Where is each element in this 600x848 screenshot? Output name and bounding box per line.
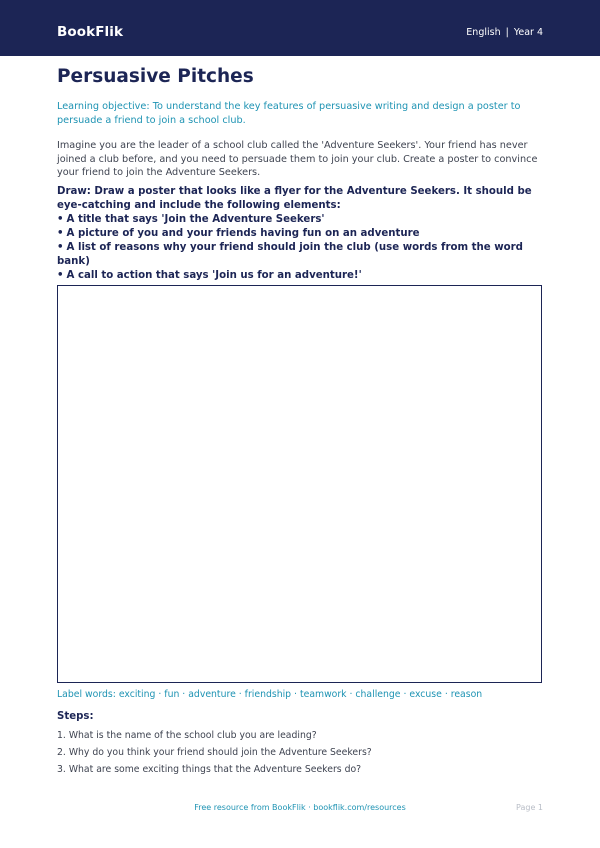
steps-list bbox=[57, 729, 547, 780]
learning-objective: Learning objective: To understand the key features of persuasive writing and design a poster to persuade a friend to join a school club. bbox=[57, 101, 521, 126]
year-label: Year 4 bbox=[513, 27, 543, 38]
page-number: Page 1 bbox=[516, 803, 543, 812]
page-title: Persuasive Pitches bbox=[57, 66, 254, 87]
footer-credit[interactable]: Free resource from BookFlik · bookflik.com/resources bbox=[194, 803, 406, 812]
header-separator: | bbox=[505, 27, 509, 38]
step-item: 1. What is the name of the school club you are leading? bbox=[57, 730, 317, 741]
drawing-area[interactable] bbox=[57, 285, 542, 683]
step-item: 2. Why do you think your friend should join the Adventure Seekers? bbox=[57, 747, 372, 758]
brand-logo[interactable]: BookFlik bbox=[57, 24, 124, 40]
draw-bullet-list bbox=[57, 213, 547, 283]
step-item: 3. What are some exciting things that the Adventure Seekers do? bbox=[57, 764, 362, 775]
draw-bullet-item: • A call to action that says 'Join us for an adventure!' bbox=[57, 269, 547, 283]
draw-instruction-text: Draw: Draw a poster that looks like a flyer for the Adventure Seekers. It should be eye-catching and include the following elements: bbox=[57, 186, 532, 211]
intro-paragraph: Imagine you are the leader of a school club called the 'Adventure Seekers'. Your friend has never joined a club before, and you need to persuade them to join your club. Create a poster to convince your friend to join the Adventure Seekers. bbox=[57, 140, 538, 178]
draw-bullet-item: • A list of reasons why your friend should join the club (use words from the word bank) bbox=[57, 241, 547, 269]
draw-instructions bbox=[57, 185, 547, 283]
steps-heading: Steps: bbox=[57, 711, 94, 722]
header-meta bbox=[466, 25, 543, 41]
label-words: Label words: exciting · fun · adventure · friendship · teamwork · challenge · excuse · reason bbox=[57, 689, 483, 700]
subject-label: English bbox=[466, 27, 501, 38]
draw-bullet-item: • A picture of you and your friends having fun on an adventure bbox=[57, 227, 547, 241]
page-header bbox=[0, 0, 600, 56]
draw-bullet-item: • A title that says 'Join the Adventure Seekers' bbox=[57, 213, 547, 227]
